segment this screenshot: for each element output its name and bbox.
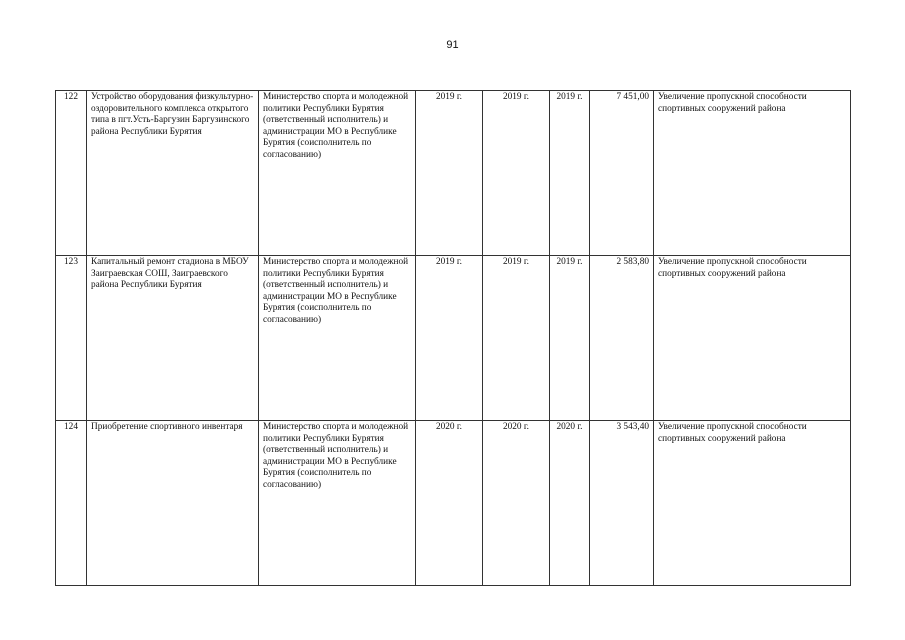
table-row — [56, 256, 851, 421]
result-cell: Увеличение пропускной способности спортивных сооружений района — [654, 256, 851, 421]
amount-cell: 2 583,80 — [590, 256, 654, 421]
end-year-cell: 2019 г. — [483, 256, 550, 421]
executor-cell: Министерство спорта и молодежной политики Республики Бурятия (ответственный исполнитель) и администрации МО в Республике Бурятия (соисполнитель по согласованию) — [259, 91, 416, 256]
start-year-cell: 2019 г. — [416, 91, 483, 256]
start-year-cell: 2020 г. — [416, 421, 483, 586]
measure-name: Приобретение спортивного инвентаря — [87, 421, 259, 586]
row-number: 123 — [56, 256, 87, 421]
start-year-cell: 2019 г. — [416, 256, 483, 421]
amount-cell: 7 451,00 — [590, 91, 654, 256]
executor-cell: Министерство спорта и молодежной политики Республики Бурятия (ответственный исполнитель) и администрации МО в Республике Бурятия (соисполнитель по согласованию) — [259, 256, 416, 421]
end-year-cell: 2019 г. — [483, 91, 550, 256]
measure-name: Капитальный ремонт стадиона в МБОУ Заиграевская СОШ, Заиграевского района Республики Бурятия — [87, 256, 259, 421]
row-number: 124 — [56, 421, 87, 586]
result-cell: Увеличение пропускной способности спортивных сооружений района — [654, 421, 851, 586]
funding-year-cell: 2019 г. — [550, 256, 590, 421]
measures-table — [55, 90, 851, 586]
table-row — [56, 421, 851, 586]
funding-year-cell: 2019 г. — [550, 91, 590, 256]
amount-cell: 3 543,40 — [590, 421, 654, 586]
result-cell: Увеличение пропускной способности спортивных сооружений района — [654, 91, 851, 256]
page-number: 91 — [446, 39, 459, 51]
table-row — [56, 91, 851, 256]
row-number: 122 — [56, 91, 87, 256]
funding-year-cell: 2020 г. — [550, 421, 590, 586]
executor-cell: Министерство спорта и молодежной политики Республики Бурятия (ответственный исполнитель) и администрации МО в Республике Бурятия (соисполнитель по согласованию) — [259, 421, 416, 586]
measure-name: Устройство оборудования физкультурно-оздоровительного комплекса открытого типа в пгт.Усть-Баргузин Баргузинского района Республики Бурятия — [87, 91, 259, 256]
end-year-cell: 2020 г. — [483, 421, 550, 586]
